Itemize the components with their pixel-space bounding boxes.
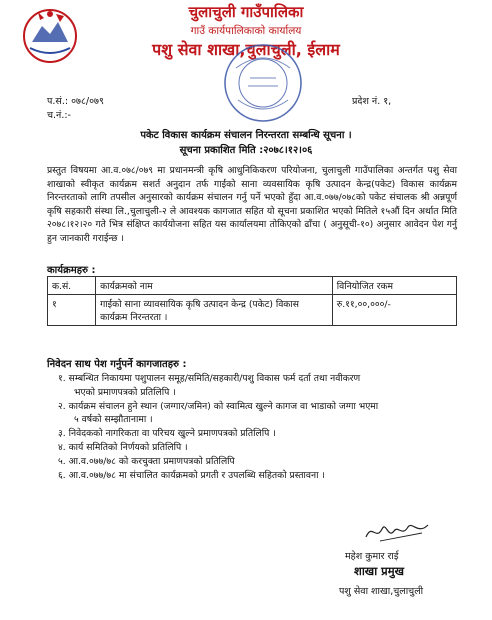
chalani-number: च.नं.:- — [47, 110, 71, 121]
list-item: १. सम्बन्धित निकायमा पशुपालन समूह/समिति/सहकारी/पशु विकास फर्म दर्ता तथा नवीकरण — [58, 373, 361, 384]
column-header: विनियोजित रकम — [332, 277, 456, 295]
documents-list — [58, 372, 458, 482]
programs-table — [47, 276, 457, 326]
province-label: प्रदेश नं. १, — [352, 96, 392, 107]
amount-cell: रु.११,००,०००/- — [332, 295, 456, 326]
body-paragraph: प्रस्तुत विषयमा आ.व.०७८/०७९ मा प्रधानमन्त्री कृषि आधुनिकिकरण परियोजना, चुलाचुली गाउँपालिका अन्तर्गत पशु सेवा शाखाको स्वीकृत कार्यक्रम सशर्त अनुदान तर्फ गाईको साना व्यवसायिक कृषि उत्पादन केन्द्र(पकेट) विकास कार्यक्रम निरन्तरताको लागि तपसील अनुसारको कार्यक्रम संचालन गर्नु पर्ने भएको हुँदा आ.व.०७७/०७८को पकेट संचालक श्री अन्नपूर्ण कृषि सहकारी संस्था लि.,चुलाचुली-२ ले आवश्यक कागजात सहित यो सूचना प्रकाशित भएको मितिले १५औं दिन अर्थात मिति २०७८।१२।२० गते भित्र संक्षिप्त कार्ययोजना सहित यस कार्यालयमा तोकिएको ढाँचा ( अनुसूची-१०) अनुसार आवेदन पेश गर्नु हुन जानकारी गराईन्छ । — [47, 165, 457, 244]
table-row — [48, 295, 457, 326]
signatory-name: महेश कुमार राई — [345, 551, 399, 562]
column-header: कार्यक्रमको नाम — [96, 277, 333, 295]
office-stamp-icon — [218, 38, 308, 128]
programs-heading: कार्यक्रमहरु : — [47, 265, 96, 276]
list-item: ६. आ.व.०७७/७८ मा संचालित कार्यक्रमको प्रगती र उपलब्धि सहितको प्रस्तावना । — [58, 469, 325, 481]
list-item-continuation: भएको प्रमाणपत्रको प्रतिलिपि । — [74, 386, 176, 398]
notice-subject: पकेट विकास कार्यक्रम संचालन निरन्तरता सम्बन्धि सूचना । — [140, 130, 352, 141]
list-item-continuation: ५ वर्षको सम्झौतानामा । — [74, 414, 153, 426]
list-item: ५. आ.व.०७७/७८ को करचुक्ता प्रमाणपत्रको प्रतिलिपि — [58, 455, 235, 467]
org-name: चुलाचुली गाउँपालिका — [188, 3, 304, 21]
column-header: क.सं. — [48, 277, 96, 295]
branch-name: पशु सेवा शाखा,चुलाचुली, ईलाम — [152, 40, 340, 59]
list-item: २. कार्यक्रम संचालन हुने स्थान (जग्गार/जमिन) को स्वामित्व खुल्ने कागज वा भाडाको जग्गा भएमा — [58, 400, 379, 412]
patra-sankhya: प.सं.: ०७८/०७९ — [47, 96, 104, 107]
program-name-cell: गाईको साना व्यावसायिक कृषि उत्पादन केन्द्र (पकेट) विकास कार्यक्रम निरन्तरता । — [96, 295, 333, 326]
office-name: गाउँ कार्यपालिकाको कार्यालय — [190, 25, 302, 37]
published-date: सूचना प्रकाशित मिति :२०७८।१२।०६ — [179, 145, 313, 156]
list-item: ४. कार्य समितिको निर्णयको प्रतिलिपि । — [58, 441, 188, 453]
signatory-office: पशु सेवा शाखा,चुलाचुली — [339, 586, 424, 597]
signatory-title: शाखा प्रमुख — [354, 564, 405, 578]
documents-heading: निवेदन साथ पेश गर्नुपर्ने कागजातहरु : — [47, 359, 187, 370]
signature-icon — [362, 517, 432, 545]
table-header-row — [48, 277, 457, 295]
serial-cell: १ — [48, 295, 96, 326]
list-item: ३. निवेदकको नागरिकता वा परिचय खुल्ने प्रमाणपत्रको प्रतिलिपि । — [58, 428, 276, 440]
